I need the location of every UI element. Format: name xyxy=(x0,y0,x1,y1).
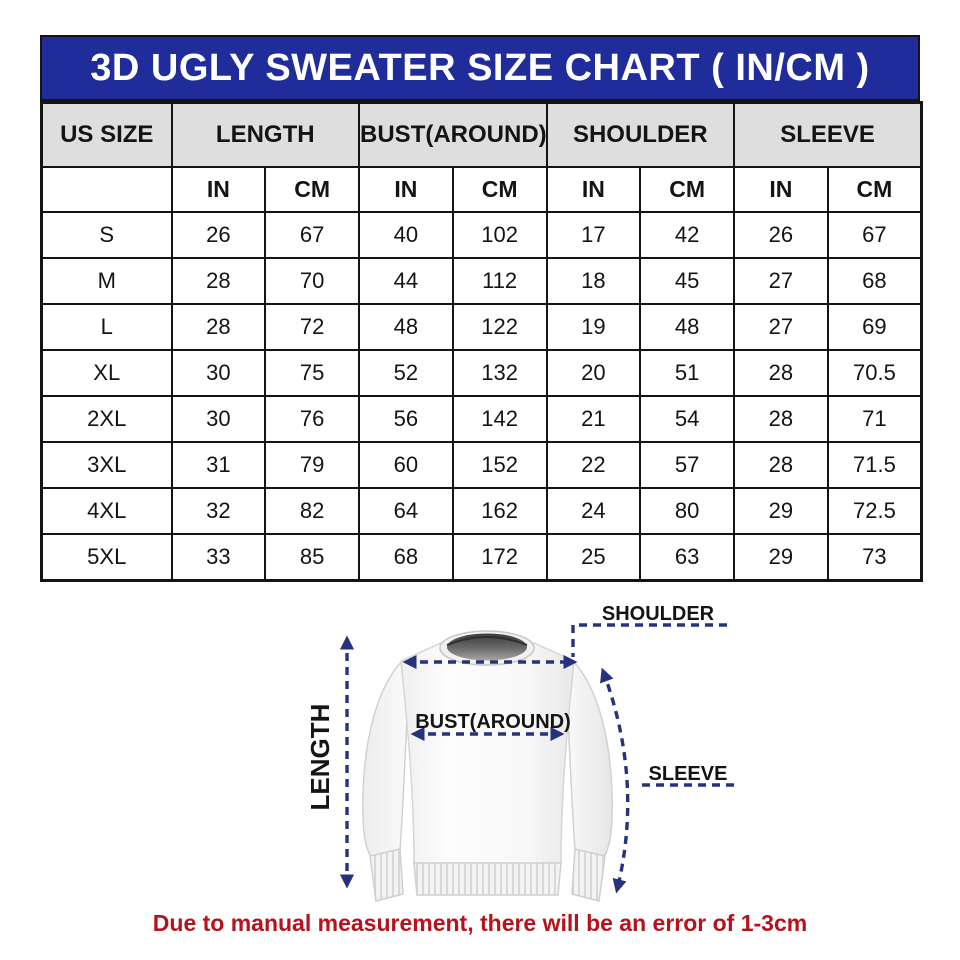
value-cell: 44 xyxy=(359,258,453,304)
size-table-body xyxy=(42,212,922,581)
table-row xyxy=(42,534,922,581)
value-cell: 48 xyxy=(640,304,734,350)
value-cell: 69 xyxy=(828,304,922,350)
value-cell: 68 xyxy=(359,534,453,581)
size-cell: 5XL xyxy=(42,534,172,581)
value-cell: 19 xyxy=(547,304,641,350)
value-cell: 31 xyxy=(172,442,266,488)
value-cell: 26 xyxy=(734,212,828,258)
value-cell: 162 xyxy=(453,488,547,534)
sleeve-label: SLEEVE xyxy=(648,763,728,785)
size-cell: XL xyxy=(42,350,172,396)
size-cell: M xyxy=(42,258,172,304)
unit-header: IN xyxy=(734,167,828,212)
value-cell: 152 xyxy=(453,442,547,488)
col-header-bust: BUST(AROUND) xyxy=(359,103,547,168)
col-header-us-size: US SIZE xyxy=(42,103,172,168)
value-cell: 75 xyxy=(265,350,359,396)
value-cell: 71.5 xyxy=(828,442,922,488)
value-cell: 26 xyxy=(172,212,266,258)
value-cell: 85 xyxy=(265,534,359,581)
value-cell: 122 xyxy=(453,304,547,350)
value-cell: 79 xyxy=(265,442,359,488)
value-cell: 73 xyxy=(828,534,922,581)
value-cell: 24 xyxy=(547,488,641,534)
value-cell: 28 xyxy=(734,442,828,488)
value-cell: 142 xyxy=(453,396,547,442)
measurement-diagram xyxy=(0,595,960,913)
unit-header-row xyxy=(42,167,922,212)
size-cell: 2XL xyxy=(42,396,172,442)
value-cell: 32 xyxy=(172,488,266,534)
value-cell: 27 xyxy=(734,258,828,304)
col-header-length: LENGTH xyxy=(172,103,360,168)
unit-header: CM xyxy=(828,167,922,212)
value-cell: 68 xyxy=(828,258,922,304)
unit-header: CM xyxy=(265,167,359,212)
value-cell: 132 xyxy=(453,350,547,396)
value-cell: 54 xyxy=(640,396,734,442)
sweater-illustration xyxy=(363,631,612,901)
value-cell: 82 xyxy=(265,488,359,534)
value-cell: 40 xyxy=(359,212,453,258)
value-cell: 60 xyxy=(359,442,453,488)
value-cell: 28 xyxy=(734,396,828,442)
bust-label: BUST(AROUND) xyxy=(415,711,571,733)
sweater-left-sleeve xyxy=(363,662,409,857)
value-cell: 22 xyxy=(547,442,641,488)
size-cell: 3XL xyxy=(42,442,172,488)
col-header-sleeve: SLEEVE xyxy=(734,103,922,168)
value-cell: 33 xyxy=(172,534,266,581)
value-cell: 67 xyxy=(265,212,359,258)
unit-header: IN xyxy=(359,167,453,212)
value-cell: 30 xyxy=(172,350,266,396)
value-cell: 42 xyxy=(640,212,734,258)
unit-header: IN xyxy=(172,167,266,212)
value-cell: 76 xyxy=(265,396,359,442)
size-table xyxy=(40,101,923,582)
value-cell: 28 xyxy=(172,258,266,304)
table-row xyxy=(42,304,922,350)
value-cell: 102 xyxy=(453,212,547,258)
value-cell: 28 xyxy=(734,350,828,396)
value-cell: 45 xyxy=(640,258,734,304)
table-row xyxy=(42,442,922,488)
value-cell: 27 xyxy=(734,304,828,350)
value-cell: 80 xyxy=(640,488,734,534)
sweater-hem xyxy=(414,863,561,895)
value-cell: 112 xyxy=(453,258,547,304)
measurement-note: Due to manual measurement, there will be an error of 1-3cm xyxy=(152,910,808,936)
table-header-row xyxy=(42,103,922,168)
value-cell: 48 xyxy=(359,304,453,350)
value-cell: 70 xyxy=(265,258,359,304)
sweater-body xyxy=(401,643,574,864)
value-cell: 17 xyxy=(547,212,641,258)
value-cell: 56 xyxy=(359,396,453,442)
unit-header-empty xyxy=(42,167,172,212)
size-cell: L xyxy=(42,304,172,350)
table-row xyxy=(42,258,922,304)
value-cell: 63 xyxy=(640,534,734,581)
title-banner xyxy=(40,35,920,101)
value-cell: 25 xyxy=(547,534,641,581)
table-row xyxy=(42,396,922,442)
value-cell: 51 xyxy=(640,350,734,396)
value-cell: 20 xyxy=(547,350,641,396)
sweater-right-sleeve xyxy=(566,662,612,857)
unit-header: IN xyxy=(547,167,641,212)
value-cell: 72.5 xyxy=(828,488,922,534)
sweater-left-cuff xyxy=(370,849,403,901)
value-cell: 71 xyxy=(828,396,922,442)
value-cell: 72 xyxy=(265,304,359,350)
shoulder-leader-line xyxy=(573,625,727,657)
value-cell: 52 xyxy=(359,350,453,396)
table-row xyxy=(42,488,922,534)
unit-header: CM xyxy=(640,167,734,212)
value-cell: 29 xyxy=(734,488,828,534)
value-cell: 172 xyxy=(453,534,547,581)
size-cell: S xyxy=(42,212,172,258)
table-row xyxy=(42,350,922,396)
value-cell: 64 xyxy=(359,488,453,534)
length-label: LENGTH xyxy=(305,703,335,811)
value-cell: 21 xyxy=(547,396,641,442)
unit-header: CM xyxy=(453,167,547,212)
sweater-right-cuff xyxy=(572,849,605,901)
col-header-shoulder: SHOULDER xyxy=(547,103,735,168)
value-cell: 28 xyxy=(172,304,266,350)
value-cell: 29 xyxy=(734,534,828,581)
page-title: 3D UGLY SWEATER SIZE CHART ( IN/CM ) xyxy=(90,46,870,89)
value-cell: 70.5 xyxy=(828,350,922,396)
value-cell: 67 xyxy=(828,212,922,258)
value-cell: 57 xyxy=(640,442,734,488)
table-row xyxy=(42,212,922,258)
value-cell: 30 xyxy=(172,396,266,442)
size-cell: 4XL xyxy=(42,488,172,534)
value-cell: 18 xyxy=(547,258,641,304)
shoulder-label: SHOULDER xyxy=(601,603,715,625)
